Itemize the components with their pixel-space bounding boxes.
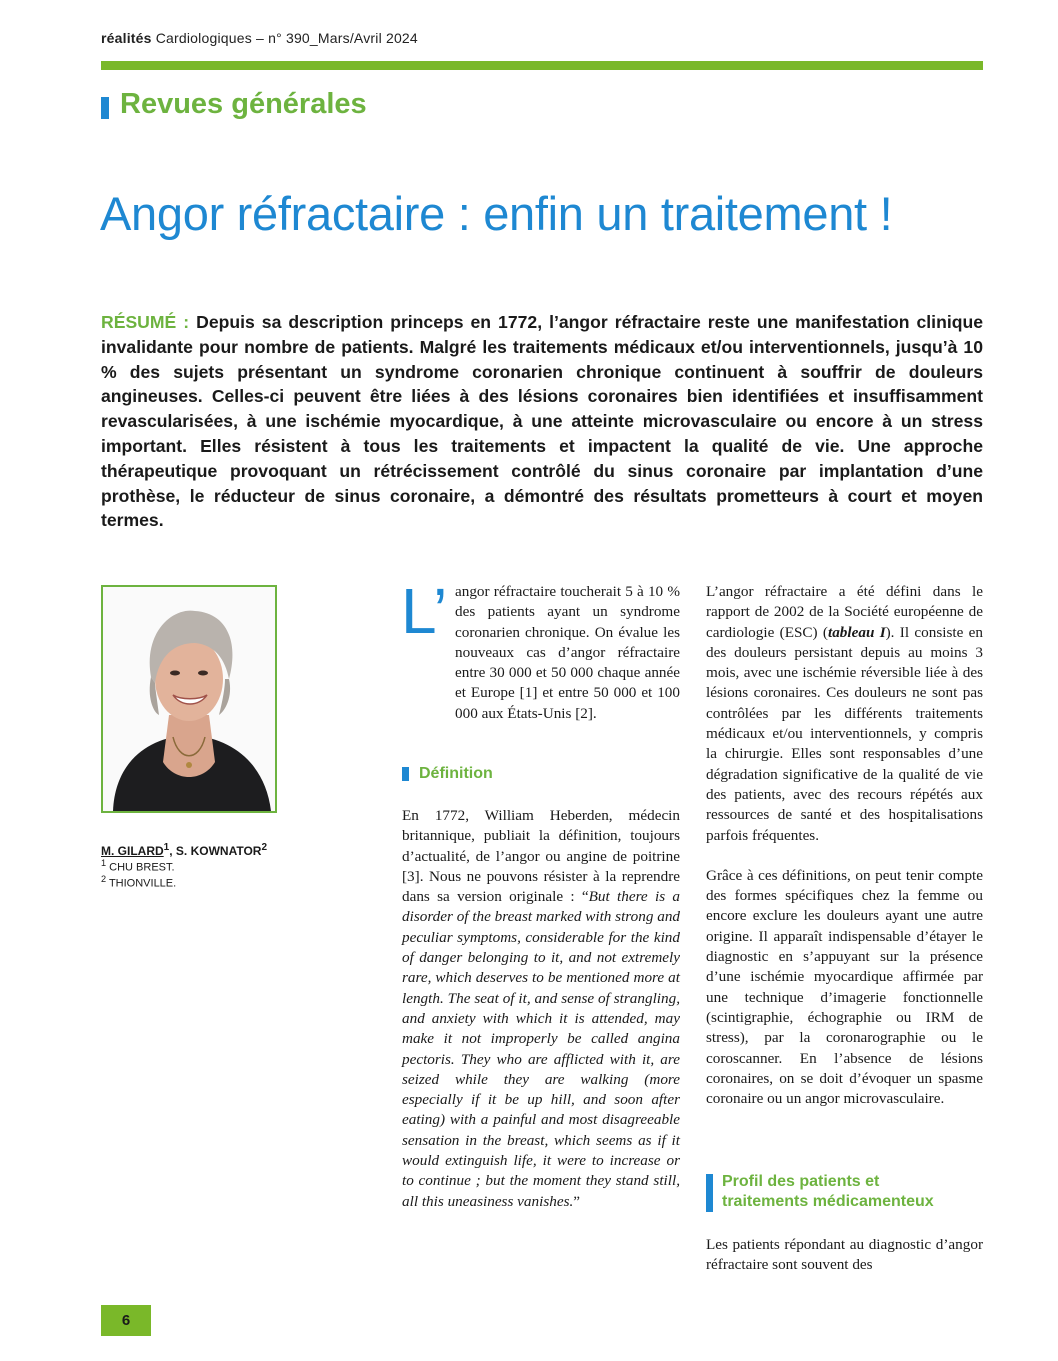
quote-close: ” (573, 1192, 581, 1210)
definition-paragraph (402, 806, 680, 1212)
abstract (101, 310, 983, 533)
profile-heading (722, 1172, 934, 1212)
header-rule (101, 61, 983, 70)
profile-heading-marker (706, 1174, 713, 1212)
intro-paragraph: angor réfractaire toucherait 5 à 10 % des patients ayant un syndrome coronarien chronique. On évalue les nouveaux cas d’angor réfractaire entre 30 000 et 50 000 chaque année et Europe [1] et entre 50 000 et 100 000 aux États-Unis [2]. (455, 583, 680, 722)
abstract-lead: RÉSUMÉ : (101, 312, 197, 332)
affiliation-2-text: THIONVILLE. (106, 877, 177, 890)
page-number: 6 (101, 1305, 151, 1336)
author-1-affil-mark: 1 (163, 842, 170, 853)
affiliation-1-text: CHU BREST. (106, 861, 175, 874)
drop-cap: L’ (401, 575, 448, 647)
heberden-quote: But there is a disorder of the breast marked with strong and peculiar symptoms, considerable for the kind of danger belonging to it, and not extremely rare, which deserves to be mentioned more at length. The seat of it, and sense of strangling, and anxiety with which it is attended, may make it not improperly be called angina pectoris. They who are afflicted with it, are seized while they are walking (more especially if it be up hill, and soon after eating) with a painful and most disagreeable sensation in the breast, which seems as if it would extinguish life, it were to increase or to continue ; but the moment they stand still, all this uneasiness vanishes. (402, 888, 681, 1210)
table-reference: tableau I (827, 623, 886, 641)
author-photo (101, 585, 277, 813)
journal-brand: réalités (101, 30, 152, 46)
esc-definition-paragraph (706, 582, 983, 846)
esc-definition-text-b: ). Il consiste en des douleurs persistant depuis au moins 3 mois, avec une ischémie réversible liée à des lésions coronaires. Ces douleurs ne sont pas contrôlées par les différents traitements médicaux et/ou interventionnels, y compris la chirurgie. Elles sont responsables d’une dégradation significative de la qualité de vie des patients, avec des recours répétés aux ressources de santé et des hospitalisations parfois fréquentes. (706, 623, 983, 844)
definition-heading-marker (402, 767, 409, 781)
affiliation-2-number: 2 (101, 874, 107, 884)
profile-heading-line-1: Profil des patients et (722, 1173, 880, 1190)
column-3-top (706, 582, 983, 1109)
diagnosis-paragraph: Grâce à ces définitions, on peut tenir compte des formes spécifiques chez la femme ou encore exclure les douleurs ayant une autre origine. Il apparaît indispensable d’étayer le diagnostic en s’appuyant sur la présence d’une ischémie myocardique affirmée par une technique d’imagerie fonctionnelle (scintigraphie, échographie ou IRM de stress), par la coronarographie ou le coroscanner. En l’absence de lésions coronaires, on se doit d’évoquer un spasme coronaire ou un angor microvasculaire. (706, 866, 983, 1108)
authors (101, 842, 267, 858)
affiliation-2 (101, 874, 176, 890)
affiliation-1 (101, 858, 175, 874)
profile-paragraph: Les patients répondant au diagnostic d’angor réfractaire sont souvent des (706, 1236, 983, 1274)
section-title: Revues générales (120, 88, 367, 120)
section-marker (101, 97, 109, 119)
esc-definition-text-a: L’angor réfractaire a été défini dans le rapport de 2002 de la Société européenne de cardiologie (ESC) ( (706, 583, 983, 641)
author-1: M. GILARD (101, 844, 164, 858)
profile-section (706, 1235, 983, 1276)
intro-paragraph-lead (455, 582, 680, 724)
author-2: , S. KOWNATOR (169, 844, 262, 858)
running-header (101, 30, 418, 46)
abstract-text: Depuis sa description princeps en 1772, l’angor réfractaire reste une manifestation clinique invalidante pour nombre de patients. Malgré les traitements médicaux et/ou interventionnels, jusqu’à 10 % des sujets présentant un syndrome coronarien chronique continuent à souffrir de douleurs angineuses. Celles-ci peuvent être liées à des lésions coronaires bien identifiées et insuffisamment revascularisées, à une ischémie myocardique, à une atteinte microvasculaire ou encore à un stress important. Elles résistent à tous les traitements et impactent la qualité de vie. Une approche thérapeutique provoquant un rétrécissement contrôlé du sinus coronaire par implantation d’une prothèse, le réducteur de sinus coronaire, a démontré des résultats prometteurs à court et moyen termes. (101, 312, 983, 531)
author-portrait (103, 587, 275, 811)
definition-section (402, 806, 680, 1212)
affiliation-1-number: 1 (101, 858, 107, 868)
journal-issue: Cardiologiques – n° 390_Mars/Avril 2024 (151, 30, 418, 46)
article-title: Angor réfractaire : enfin un traitement ! (100, 187, 893, 240)
definition-text: En 1772, William Heberden, médecin britannique, publiait la définition, toujours d’actualité, de l’angor ou angine de poitrine [3]. Nous ne pouvons résister à la reprendre dans sa version originale : “ (402, 807, 680, 906)
author-2-affil-mark: 2 (261, 842, 268, 853)
profile-heading-line-2: traitements médicamenteux (722, 1193, 934, 1210)
definition-heading: Définition (419, 765, 493, 782)
